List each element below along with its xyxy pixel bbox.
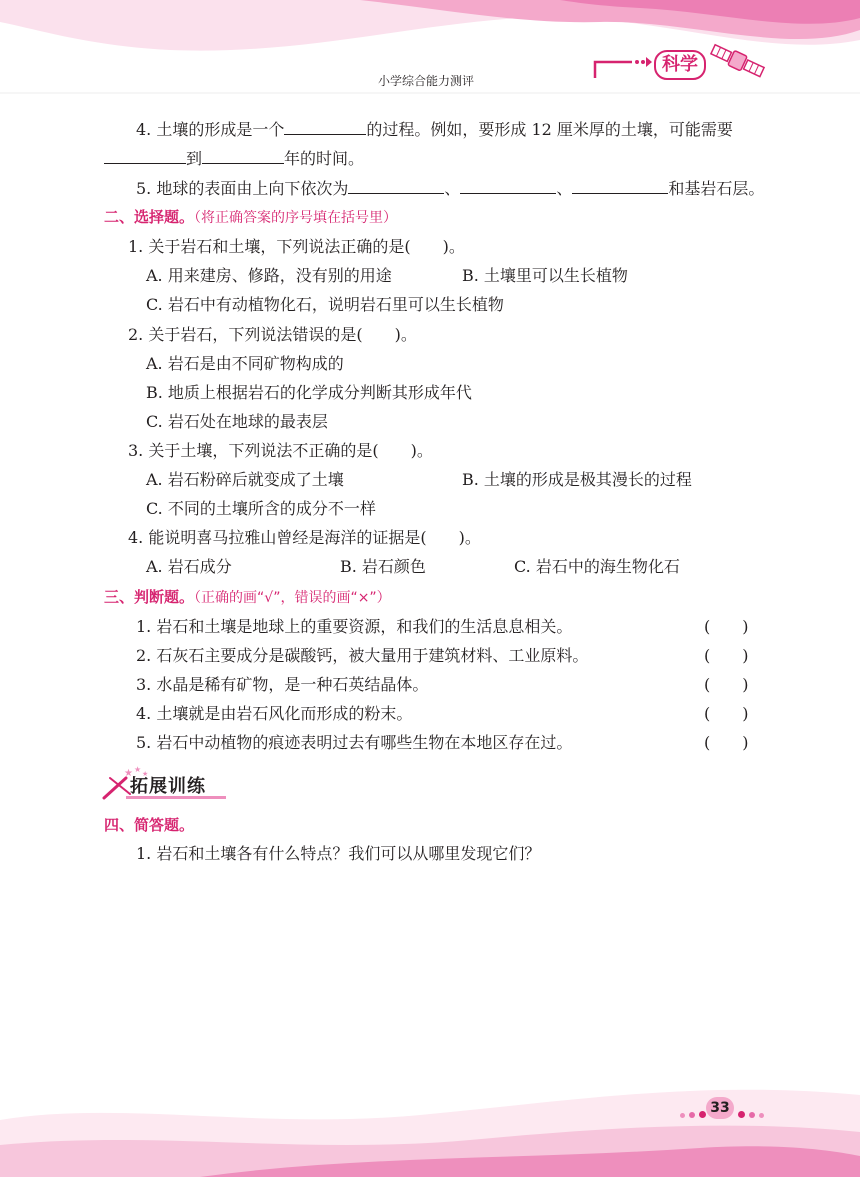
- separator: 、: [444, 179, 461, 198]
- subject-label: 科学: [662, 54, 698, 75]
- fill-q4-text-c: 到: [186, 149, 203, 168]
- choice-option: B. 土壤里可以生长植物: [462, 266, 628, 285]
- answer-paren[interactable]: ( ): [704, 704, 749, 723]
- svg-text:★: ★: [134, 765, 142, 774]
- choice-option: A. 岩石是由不同矿物构成的: [146, 354, 344, 373]
- separator: 、: [556, 179, 573, 198]
- choice-option: C. 岩石处在地球的最表层: [146, 412, 328, 431]
- judge-item-2: 2. 石灰石主要成分是碳酸钙，被大量用于建筑材料、工业原料。: [136, 646, 589, 665]
- choice-option: C. 岩石中的海生物化石: [514, 557, 680, 576]
- fill-question-4-line2: [104, 147, 364, 170]
- choice-option: A. 用来建房、修路，没有别的用途: [146, 266, 392, 285]
- section-note: （将正确答案的序号填在括号里）: [194, 210, 398, 226]
- extension-banner: [100, 764, 230, 804]
- short-answer-question-1: 1. 岩石和土壤各有什么特点？我们可以从哪里发现它们？: [136, 844, 541, 863]
- judge-item-5: 5. 岩石中动植物的痕迹表明过去有哪些生物在本地区存在过。: [136, 733, 573, 752]
- page-number: 33: [710, 1100, 730, 1116]
- choice-option: C. 岩石中有动植物化石，说明岩石里可以生长植物: [146, 295, 504, 314]
- fill-q4-text-d: 年的时间。: [284, 149, 365, 168]
- judge-item-4: 4. 土壤就是由岩石风化而形成的粉末。: [136, 704, 413, 723]
- fill-q5-text-a: 5. 地球的表面由上向下依次为: [136, 179, 349, 198]
- section-note: （正确的画“√”，错误的画“×”）: [194, 590, 391, 606]
- header-subtitle: 小学综合能力测评: [378, 74, 475, 88]
- section-judge-heading: [104, 586, 391, 609]
- section-title: 四、简答题。: [104, 816, 195, 834]
- choice-option: A. 岩石粉碎后就变成了土壤: [146, 470, 344, 489]
- fill-q4-text-b: 的过程。例如，要形成 12 厘米厚的土壤，可能需要: [366, 120, 733, 139]
- arrow-line-icon: [592, 48, 652, 88]
- choice-question-1: 1. 关于岩石和土壤，下列说法正确的是( )。: [128, 237, 465, 256]
- section-short-answer-heading: [104, 814, 194, 836]
- answer-blank[interactable]: [284, 118, 366, 135]
- banner-label: 拓展训练: [130, 776, 206, 797]
- section-title: 二、选择题。: [104, 208, 195, 226]
- choice-question-3: 3. 关于土壤，下列说法不正确的是( )。: [128, 441, 433, 460]
- fill-q5-text-end: 和基岩石层。: [668, 179, 765, 198]
- judge-item-3: 3. 水晶是稀有矿物，是一种石英结晶体。: [136, 675, 429, 694]
- section-title: 三、判断题。: [104, 588, 195, 606]
- answer-blank[interactable]: [572, 177, 668, 194]
- fill-question-5: [136, 177, 764, 200]
- choice-option: B. 岩石颜色: [340, 557, 426, 576]
- choice-option: B. 土壤的形成是极其漫长的过程: [462, 470, 692, 489]
- page-dots-left: [680, 1103, 706, 1122]
- answer-paren[interactable]: ( ): [704, 617, 749, 636]
- judge-item-1: 1. 岩石和土壤是地球上的重要资源，和我们的生活息息相关。: [136, 617, 573, 636]
- page-dots-right: [738, 1103, 764, 1122]
- answer-paren[interactable]: ( ): [704, 675, 749, 694]
- choice-option: B. 地质上根据岩石的化学成分判断其形成年代: [146, 383, 472, 402]
- answer-paren[interactable]: ( ): [704, 646, 749, 665]
- satellite-icon: [708, 40, 768, 84]
- choice-option: A. 岩石成分: [146, 557, 232, 576]
- answer-paren[interactable]: ( ): [704, 733, 749, 752]
- answer-blank[interactable]: [460, 177, 556, 194]
- subject-badge: [592, 48, 772, 88]
- choice-question-4: 4. 能说明喜马拉雅山曾经是海洋的证据是( )。: [128, 528, 481, 547]
- fill-q4-text-a: 4. 土壤的形成是一个: [136, 120, 285, 139]
- answer-blank[interactable]: [202, 147, 284, 164]
- choice-option: C. 不同的土壤所含的成分不一样: [146, 499, 376, 518]
- svg-text:★: ★: [142, 770, 149, 778]
- section-choice-heading: [104, 206, 397, 229]
- answer-blank[interactable]: [104, 147, 186, 164]
- choice-question-2: 2. 关于岩石，下列说法错误的是( )。: [128, 325, 417, 344]
- svg-text:★: ★: [124, 768, 133, 779]
- fill-question-4-line1: [136, 118, 733, 141]
- answer-blank[interactable]: [348, 177, 444, 194]
